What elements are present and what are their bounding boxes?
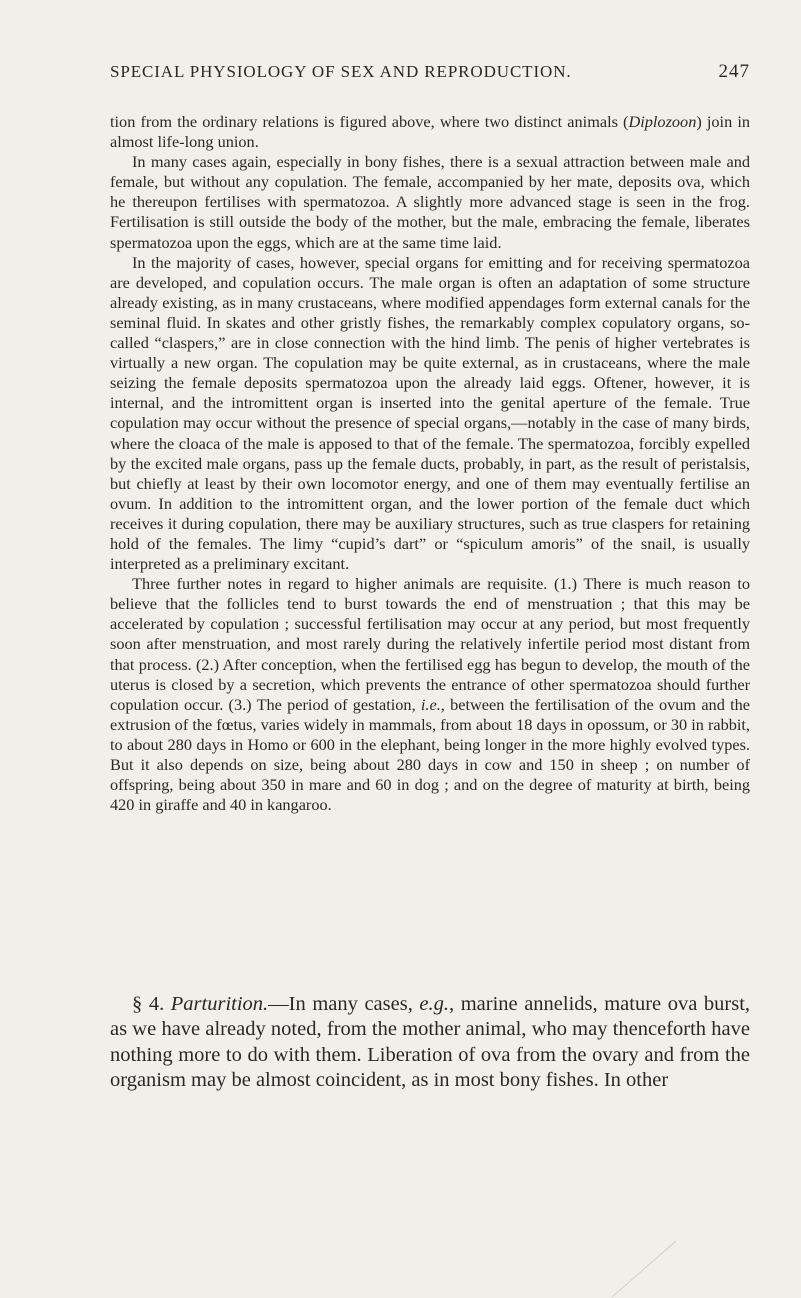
large-type-text [110, 992, 750, 1094]
italic-term: i.e. [420, 694, 441, 714]
paragraph-bony-fishes: In many cases again, especially in bony fishes, there is a sexual attraction between male and female, but without any copulation. The female, accompanied by her mate, deposits ova, which he thereupon fertilises with spermatozoa. A slightly more advanced stage is seen in the frog. Fertilisation is still outside the body of the mother, but the male, embracing the female, liberates spermatozoa upon the eggs, which are at the same time laid. [110, 152, 750, 252]
page-scratch-mark [610, 1240, 690, 1298]
running-header [110, 62, 750, 92]
italic-term: e.g. [419, 993, 450, 1015]
text-run: , between the fertilisation of the ovum and the extrusion of the fœtus, varies widely in mammals, from about 18 days in opossum, or 30 in rabbit, to about 280 days in Homo or 600 in the elephant, being longer in the more highly evolved types. But it also depends on size, being about 280 days in cow and 150 in sheep ; on number of offspring, being about 350 in mare and 60 in dog ; and on the degree of maturity at birth, being 420 in giraffe and 40 in kangaroo. [110, 694, 750, 815]
text-run: ) join in almost life-long union. [110, 112, 750, 152]
text-run: , marine annelids, mature ova burst, as we have already noted, from the mother animal, who may thenceforth have nothing more to do with them. Liberation of ova from the ovary and from the organism may be almost coincident, as in most bony fishes. In other [110, 993, 751, 1092]
text-run: —In many cases, [268, 993, 420, 1015]
section-heading: Parturition. [170, 993, 269, 1015]
section-mark: § 4. [132, 993, 171, 1015]
paragraph-continuation [110, 112, 750, 152]
running-title: SPECIAL PHYSIOLOGY OF SEX AND REPRODUCTION. [110, 62, 572, 81]
paragraph-further-notes [110, 574, 750, 815]
text-run: Three further notes in regard to higher animals are requisite. (1.) There is much reason to believe that the follicles tend to burst towards the end of menstruation ; that this may be accelerated by copulation ; successful fertilisation may occur at any period, but most frequently soon after menstruation, and most rarely during the relatively infertile period most distant from that process. (2.) After conception, when the fertilised egg has begun to develop, the mouth of the uterus is closed by a secretion, which prevents the entrance of other spermatozoa should further copulation occur. (3.) The period of gestation, [110, 574, 750, 714]
paragraph-parturition [110, 992, 750, 1094]
text-run: tion from the ordinary relations is figured above, where two distinct animals ( [110, 112, 629, 131]
small-type-text [110, 112, 750, 815]
italic-term: Diplozoon [628, 112, 697, 131]
paragraph-copulation: In the majority of cases, however, special organs for emitting and for receiving spermatozoa are developed, and copulation occurs. The male organ is often an adaptation of some structure already existing, as in many crustaceans, where modified appendages form external canals for the seminal fluid. In skates and other gristly fishes, the remarkably complex copulatory organs, so-called “claspers,” are in close connection with the hind limb. The penis of higher vertebrates is virtually a new organ. The copulation may be quite external, as in crustaceans, where the male seizing the female deposits spermatozoa upon the already laid eggs. Oftener, however, it is internal, and the intromittent organ is inserted into the genital aperture of the female. True copulation may occur without the presence of special organs,—notably in the case of many birds, where the cloaca of the male is apposed to that of the female. The spermatozoa, forcibly expelled by the excited male organs, pass up the female ducts, probably, in part, as the result of peristalsis, but chiefly at least by their own locomotor energy, and one of them may eventually fertilise an ovum. In addition to the intromittent organ, and the lower portion of the female duct which receives it during copulation, there may be auxiliary structures, such as true claspers for retaining hold of the females. The limy “cupid’s dart” or “spiculum amoris” of the snail, is usually interpreted as a preliminary excitant. [110, 252, 750, 574]
page-number: 247 [718, 61, 750, 82]
